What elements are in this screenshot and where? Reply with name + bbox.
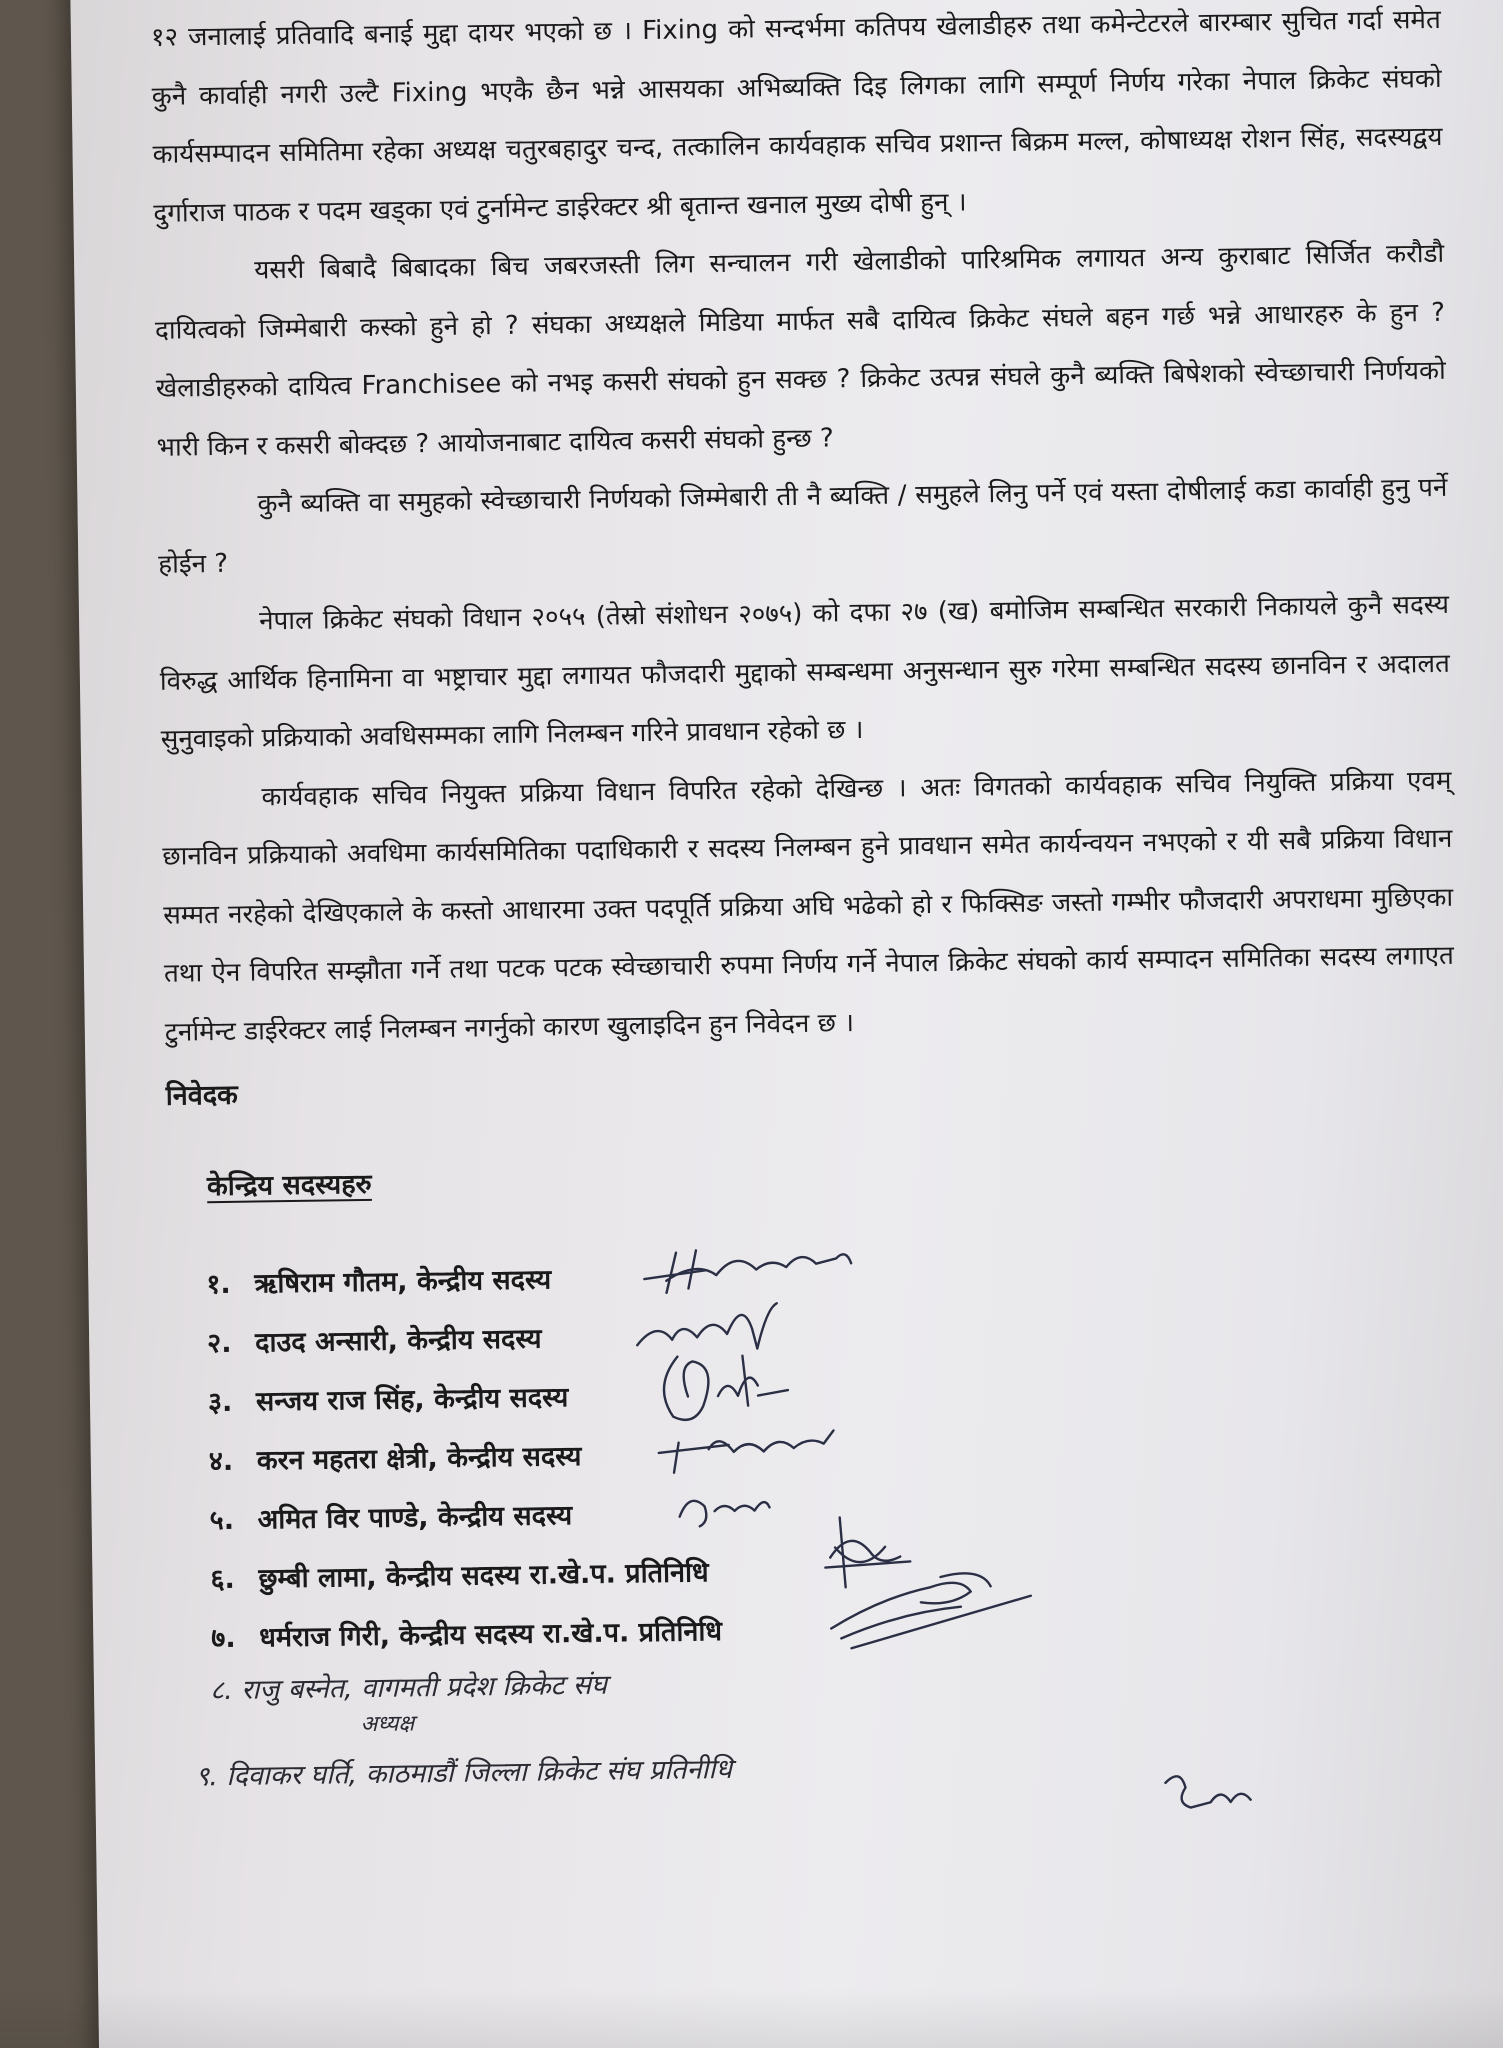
paragraph-5: कार्यवहाक सचिव नियुक्त प्रक्रिया विधान विपरित रहेको देखिन्छ । अतः विगतको कार्यवहाक सचिव नियुक्ति प्रक्रिया एवम् छानविन प्रक्रियाको अवधिमा कार्यसमितिका पदाधिकारी र सदस्य निलम्बन हुने प्रावधान समेत कार्यन्वयन नभएको र यी सबै प्रक्रिया विधान सम्मत नरहेको देखिएकाले के कस्तो आधारमा उक्त पदपूर्ति प्रक्रिया अघि भढेको हो र फिक्सिङ जस्तो गम्भीर फौजदारी अपराधमा मुछिएका तथा ऐन विपरित सम्झौता गर्ने तथा पटक पटक स्वेच्छाचारी रुपमा निर्णय गर्ने नेपाल क्रिकेट संघको कार्य सम्पादन समितिका सदस्य लगाएत टुर्नामेन्ट डाईरेक्टर लाई निलम्बन नगर्नुको कारण खुलाइदिन हुन निवेदन छ । <box>162 765 1455 1048</box>
member-number: १. <box>206 1268 231 1301</box>
member-number: २. <box>206 1327 232 1360</box>
signature-7 <box>820 1556 1041 1659</box>
paragraph-2: यसरी बिबादै बिबादका बिच जबरजस्ती लिग सन्चालन गरी खेलाडीको पारिश्रमिक लगायत अन्य कुराबाट सिर्जित करौडौ दायित्वको जिम्मेबारी कस्को हुने हो ? संघका अध्यक्षले मिडिया मार्फत सबै दायित्व क्रिकेट संघले बहन गर्छ भन्ने आधारहरु के हुन ? खेलाडीहरुको दायित्व Franchisee को नभइ कसरी संघको हुन सक्छ ? क्रिकेट उत्पन्न संघले कुनै ब्यक्ति बिषेशको स्वेच्छाचारी निर्णयको भारी किन र कसरी बोक्दछ ? आयोजनाबाट दायित्व कसरी संघको हुन्छ ? <box>154 238 1446 463</box>
paragraph-1: १२ जनालाई प्रतिवादि बनाई मुद्दा दायर भएको छ । Fixing को सन्दर्भमा कतिपय खेलाडीहरु तथा कमेन्टेटरले बारम्बार सुचित गर्दा समेत कुनै कार्वाही नगरी उल्टै Fixing भएकै छैन भन्ने आसयका अभिब्यक्ति दिइ लिगका लागि सम्पूर्ण निर्णय गरेका नेपाल क्रिकेट संघको कार्यसम्पादन समितिमा रहेका अध्यक्ष चतुरबहादुर चन्द, तत्कालिन कार्यवहाक सचिव प्रशान्त बिक्रम मल्ल, कोषाध्यक्ष रोशन सिंह, सदस्यद्वय दुर्गाराज पाठक र पदम खड्का एवं टुर्नामेन्ट डाईरेक्टर श्री बृतान्त खनाल मुख्य दोषी हुन् । <box>150 4 1443 229</box>
member-number: ६. <box>210 1563 235 1596</box>
member-name: अमित विर पाण्डे, केन्द्रीय सदस्य <box>257 1500 573 1536</box>
shadow-overlay <box>0 1988 1503 2048</box>
member-name: धर्मराज गिरी, केन्द्रीय सदस्य रा.खे.प. प्रतिनिधि <box>259 1616 723 1654</box>
member-name: छुम्बी लामा, केन्द्रीय सदस्य रा.खे.प. प्रतिनिधि <box>258 1557 709 1595</box>
member-number: ४. <box>208 1445 234 1478</box>
member-name: दाउद अन्सारी, केन्द्रीय सदस्य <box>254 1323 542 1359</box>
handwritten-entry-9 <box>195 1739 1466 1817</box>
group-heading: केन्द्रिय सदस्यहरु <box>206 1168 372 1203</box>
member-number: ३. <box>207 1386 233 1419</box>
handwritten-text: ८. राजु बस्नेत, वागमती प्रदेश क्रिकेट संघ <box>209 1669 608 1707</box>
handwritten-subtext: अध्यक्ष <box>360 1711 415 1738</box>
member-list <box>206 1236 1464 1666</box>
member-name: ऋषिराम गौतम, केन्द्रीय सदस्य <box>254 1264 552 1300</box>
member-number: ५. <box>209 1504 235 1537</box>
handwritten-entry-8 <box>209 1653 1465 1738</box>
member-name: करन महतरा क्षेत्री, केन्द्रीय सदस्य <box>256 1441 582 1477</box>
paragraph-3: कुनै ब्यक्ति वा समुहको स्वेच्छाचारी निर्णयको जिम्मेबारी ती नै ब्यक्ति / समुहले लिनु पर्ने एवं यस्ता दोषीलाई कडा कार्वाही हुनु पर्ने होईन ? <box>158 472 1448 580</box>
handwritten-text: ९. दिवाकर घर्ति, काठमाडौं जिल्ला क्रिकेट संघ प्रतिनीधि <box>195 1753 733 1793</box>
signature-5 <box>669 1465 780 1547</box>
document-body <box>151 0 1466 1817</box>
signature-9 <box>1155 1761 1266 1823</box>
member-number: ७. <box>211 1622 236 1655</box>
document-page <box>70 0 1503 2048</box>
paragraph-4: नेपाल क्रिकेट संघको विधान २०५५ (तेस्रो संशोधन २०७५) को दफा २७ (ख) बमोजिम सम्बन्धित सरकारी निकायले कुनै सदस्य विरुद्ध आर्थिक हिनामिना वा भष्ट्राचार मुद्दा लगायत फौजदारी मुद्दाको सम्बन्धमा अनुसन्धान सुरु गरेमा सम्बन्धित सदस्य छानविन र अदालत सुनुवाइको प्रक्रियाको अवधिसम्मका लागि निलम्बन गरिने प्रावधान रहेको छ । <box>159 589 1451 755</box>
member-name: सन्जय राज सिंह, केन्द्रीय सदस्य <box>255 1382 569 1418</box>
applicant-label: निवेदक <box>165 1079 239 1112</box>
